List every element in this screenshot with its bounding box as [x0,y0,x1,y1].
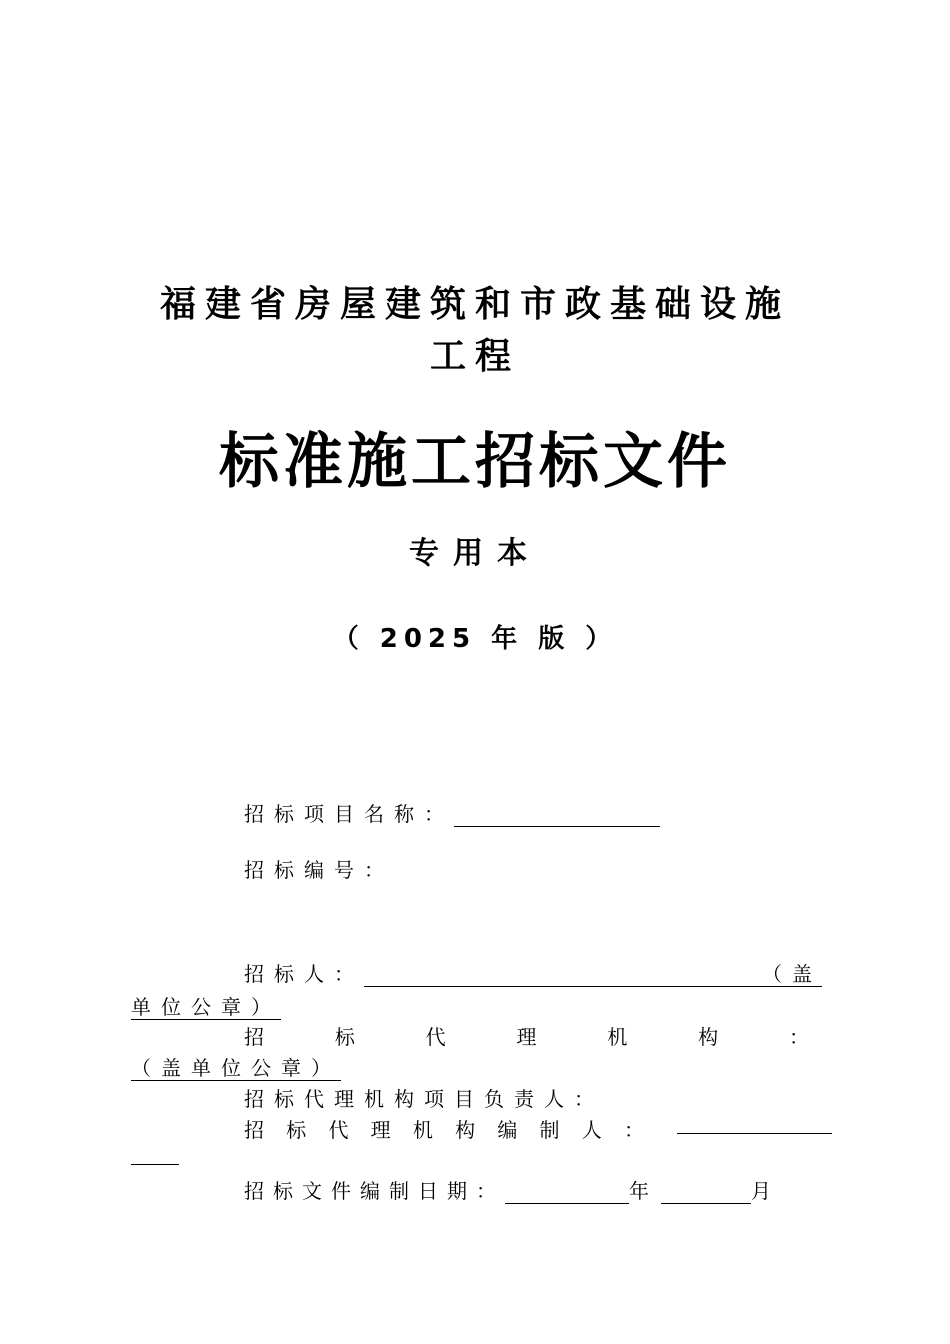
agency-char: 标 [334,1025,355,1049]
compile-date-row [244,1175,771,1204]
tenderer-seal-row [131,991,281,1020]
agency-preparer-blank-cont[interactable] [131,1143,179,1165]
agency-char: 机 [607,1025,628,1049]
year-label: 年 [629,1179,649,1203]
agency-preparer-blank[interactable] [677,1111,832,1134]
compile-date-label: 招标文件编制日期： [244,1179,505,1203]
document-main-title: 标准施工招标文件 [219,427,731,497]
organization-title-line2: 工程 [429,336,520,377]
agency-preparer-char: 标 [286,1118,307,1142]
agency-preparer-char: 代 [328,1118,349,1142]
tenderer-seal-note-cont: 单位公章） [131,995,281,1019]
tenderer-blank[interactable] [364,966,762,987]
agency-char: 代 [425,1025,446,1049]
year-blank[interactable] [505,1183,629,1204]
agency-preparer-char: 招 [244,1118,264,1142]
tenderer-seal-note: （盖 [762,962,822,986]
agency-manager-label: 招标代理机构项目负责人： [244,1087,604,1111]
document-subtitle: 专用本 [409,536,541,571]
agency-char: ： [788,1025,809,1049]
agency-preparer-char: 构 [455,1118,476,1142]
month-label: 月 [751,1179,771,1203]
agency-preparer-row [244,1114,644,1143]
agency-preparer-char: 编 [497,1118,518,1142]
project-number-label: 招标编号： [244,858,394,882]
tenderer-label: 招标人： [244,962,364,986]
agency-preparer-char: ： [623,1118,644,1142]
project-name-label: 招标项目名称： [244,802,454,826]
agency-seal-note: （盖单位公章） [131,1056,341,1080]
agency-char: 构 [698,1025,719,1049]
agency-char: 招 [244,1025,264,1049]
agency-char: 理 [516,1025,537,1049]
agency-preparer-char: 人 [581,1118,602,1142]
agency-preparer-char: 机 [412,1118,433,1142]
tenderer-row [244,958,822,987]
project-name-row [244,798,660,827]
edition-label: （ 2025 年 版 ） [332,624,618,654]
project-number-row [244,854,394,883]
agency-seal-row [131,1052,341,1081]
project-name-blank[interactable] [454,806,660,827]
organization-title-line1: 福建省房屋建筑和市政基础设施 [159,284,790,325]
month-blank[interactable] [661,1183,751,1204]
agency-row [244,1021,809,1050]
agency-preparer-char: 理 [370,1118,391,1142]
agency-manager-row [244,1083,604,1112]
agency-preparer-char: 制 [539,1118,560,1142]
